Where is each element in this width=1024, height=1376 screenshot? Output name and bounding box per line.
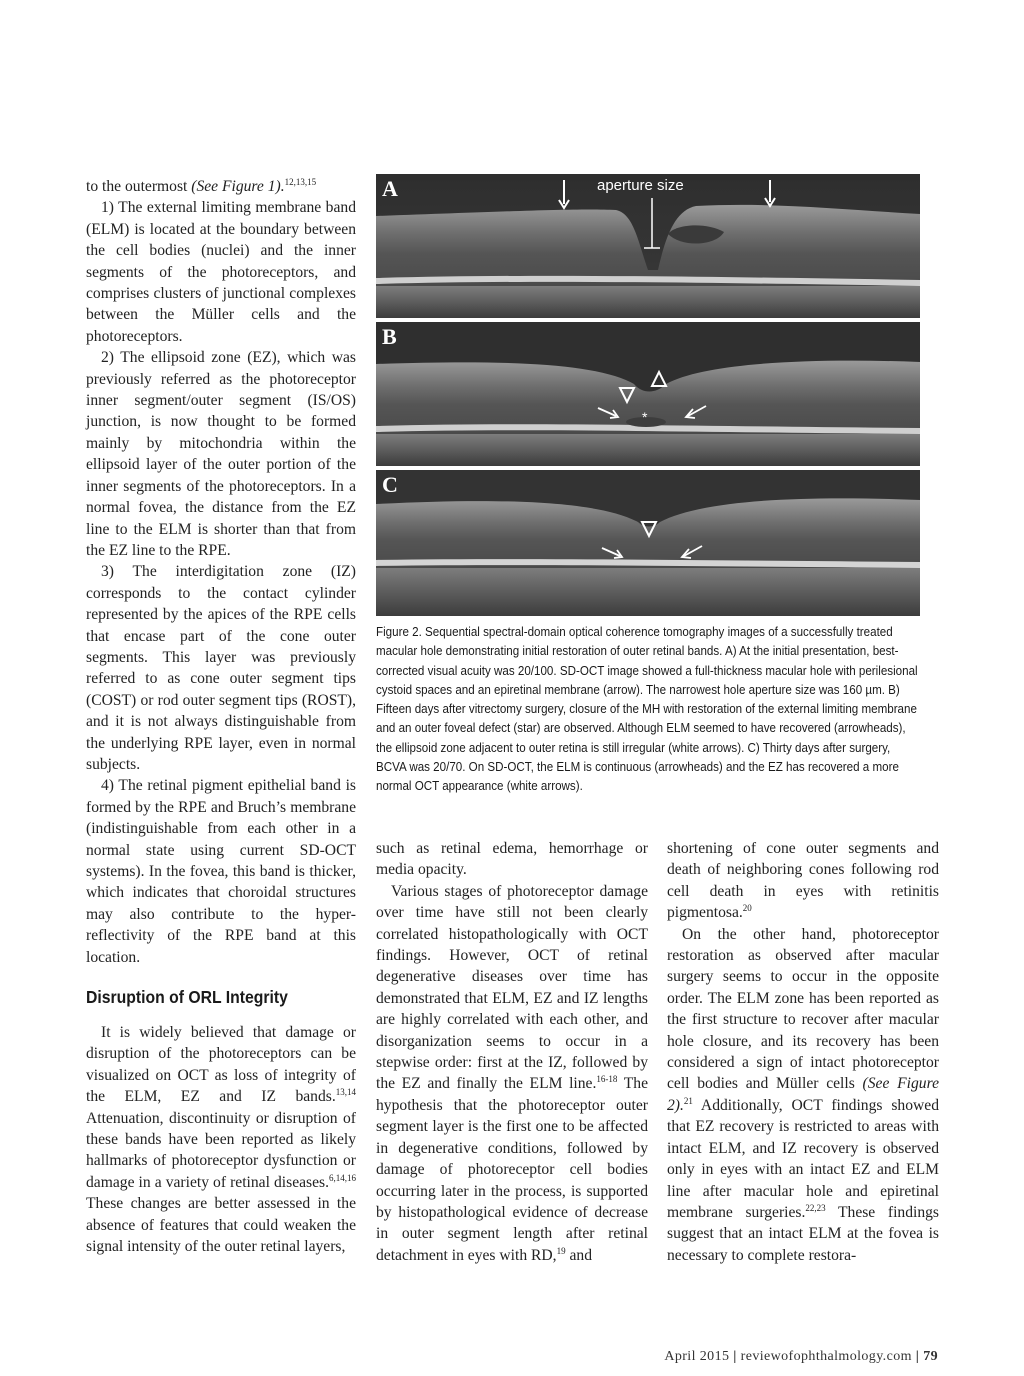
footer-site: reviewofophthalmology.com xyxy=(740,1349,912,1364)
panel-letter-b: B xyxy=(382,324,397,349)
paragraph xyxy=(86,1022,356,1257)
figure-caption xyxy=(376,622,918,796)
paragraph-text: These findings suggest that an intact ELM at the fovea is necessary to complete restora- xyxy=(667,1203,939,1264)
paragraph-text: The hypothesis that the photoreceptor outer segment layer is the first one to be affected in degenerative conditions, followed by damage of photoreceptor cell bodies occurring later in the process, is supported by histopathological evidence of decrease in outer segment length after retinal detachment in eyes with RD, xyxy=(376,1075,648,1264)
text-column-left xyxy=(86,176,356,1258)
footer-date: April 2015 xyxy=(664,1349,730,1364)
oct-scan-image xyxy=(376,322,920,466)
oct-figure xyxy=(376,174,920,616)
paragraph-text: Various stages of photoreceptor damage over time have still not been clearly correlated histopathologically with OCT findings. However, OCT of retinal degenerative diseases over time has demonstrated that ELM, EZ and IZ lengths are highly correlated with each other, and disorganization seems to occur in a stepwise order: first at the IZ, followed by the EZ and finally the ELM line. xyxy=(376,882,648,1093)
paragraph-elm: 1) The external limiting membrane band (ELM) is located at the boundary between the cell bodies (nuclei) and the inner segments of the photoreceptors, and comprises clusters of junctional complexes between the Müller cells and the photoreceptors. xyxy=(86,199,356,345)
paragraph xyxy=(86,176,356,197)
citation: 21 xyxy=(683,1095,693,1106)
figure-reference: (See Figure 1). xyxy=(191,178,285,195)
citation: 20 xyxy=(742,903,752,914)
caption-text: Figure 2. Sequential spectral-domain optical coherence tomography images of a successfully treated macular hole demonstrating initial restoration of outer retinal bands. A) At the initial presentation, best-corrected visual acuity was 20/100. SD-OCT image showed a full-thickness macular hole with perilesional cystoid spaces and an epiretinal membrane (arrow). The narrowest hole aperture size was 160 µm. B) Fifteen days after vitrectomy surgery, closure of the MH with restoration of the external limiting membrane and an outer foveal defect (star) are observed. Although ELM seemed to have recovered (arrowheads), the ellipsoid zone adjacent to outer retina is still irregular (white arrows). C) Thirty days after surgery, BCVA was 20/70. On SD-OCT, the ELM is continuous (arrowheads) and the EZ has recovered a more normal OCT appearance (white arrows). xyxy=(376,624,918,794)
text-column-middle xyxy=(376,838,648,1266)
footer-separator: | xyxy=(733,1349,737,1364)
svg-text:*: * xyxy=(642,409,648,425)
aperture-label: aperture size xyxy=(597,177,684,194)
paragraph-rpe: 4) The retinal pigment epithelial band is formed by the RPE and Bruch’s membrane (indistinguishable from each other in a normal state using current SD-OCT systems). In the fovea, this band is thicker, which indicates that choroidal structures may also contribute to the hyper-reflectivity of the RPE band at this location. xyxy=(86,777,356,966)
panel-letter-c: C xyxy=(382,472,398,497)
paragraph-text: to the outermost xyxy=(86,178,192,195)
paragraph-text: and xyxy=(565,1246,593,1264)
citation: 22,23 xyxy=(805,1202,826,1213)
section-heading: Disruption of ORL Integrity xyxy=(86,987,288,1008)
page-number: 79 xyxy=(923,1349,938,1364)
citation: 16-18 xyxy=(596,1074,618,1085)
paragraph-ez: 2) The ellipsoid zone (EZ), which was previously referred as the photoreceptor inner segment/outer segment (IS/OS) junction, is now thought to be formed mainly by mitochondria within the ellipsoid layer of the outer portion of the inner segments of the photoreceptors. In a normal fovea, the distance from the EZ line to the ELM is shorter than that from the EZ line to the RPE. xyxy=(86,349,356,559)
figure-reference: (See Figure 2). xyxy=(667,1075,939,1114)
paragraph: such as retinal edema, hemorrhage or media opacity. xyxy=(376,840,648,879)
paragraph-text: On the other hand, photoreceptor restoration as observed after macular surgery seems to occur in the opposite order. The ELM zone has been reported as the first structure to recover after macular hole closure, and its recovery has been considered a sign of intact photoreceptor cell bodies and Müller cells xyxy=(667,925,939,1093)
citation: 6,14,16 xyxy=(329,1172,356,1183)
citation: 13,14 xyxy=(335,1087,356,1098)
text-column-right xyxy=(667,838,939,1266)
paragraph-text: Attenuation, discontinuity or disruption of these bands have been reported as likely hallmarks of photoreceptor dysfunction or damage in a variety of retinal diseases. xyxy=(86,1109,356,1191)
oct-scan-image xyxy=(376,470,920,616)
citation: 19 xyxy=(556,1245,566,1256)
oct-panel-a xyxy=(376,174,920,318)
oct-scan-image xyxy=(376,174,920,318)
panel-letter-a: A xyxy=(382,176,398,201)
paragraph-text: shortening of cone outer segments and death of neighboring cones following rod cell death in eyes with retinitis pigmentosa. xyxy=(667,840,939,922)
paragraph-text: These changes are better assessed in the absence of features that could weaken the signal intensity of the outer retinal layers, xyxy=(86,1195,356,1256)
paragraph-text: Additionally, OCT findings showed that EZ recovery is restricted to areas with intact ELM, and IZ recovery is observed only in eyes with an intact EZ and ELM line after macular hole and epiretinal membrane surgeries. xyxy=(667,1096,939,1221)
paragraph xyxy=(376,881,648,1266)
oct-panel-c xyxy=(376,470,920,616)
footer-separator: | xyxy=(915,1349,920,1364)
oct-panel-b xyxy=(376,322,920,466)
paragraph-iz: 3) The interdigitation zone (IZ) corresponds to the contact cylinder represented by the apices of the RPE cells that encase part of the cone outer segments. This layer was previously referred to as cone outer segment tips (COST) or rod outer segment tips (ROST), and it is not always distinguishable from the underlying RPE layer, even in normal subjects. xyxy=(86,563,356,773)
paragraph xyxy=(667,838,939,924)
citation: 12,13,15 xyxy=(284,176,317,187)
paragraph xyxy=(667,924,939,1267)
page-footer xyxy=(628,1349,938,1365)
paragraph-text: It is widely believed that damage or disruption of the photoreceptors can be visualized on OCT as loss of integrity of the ELM, EZ and IZ bands. xyxy=(86,1024,356,1106)
